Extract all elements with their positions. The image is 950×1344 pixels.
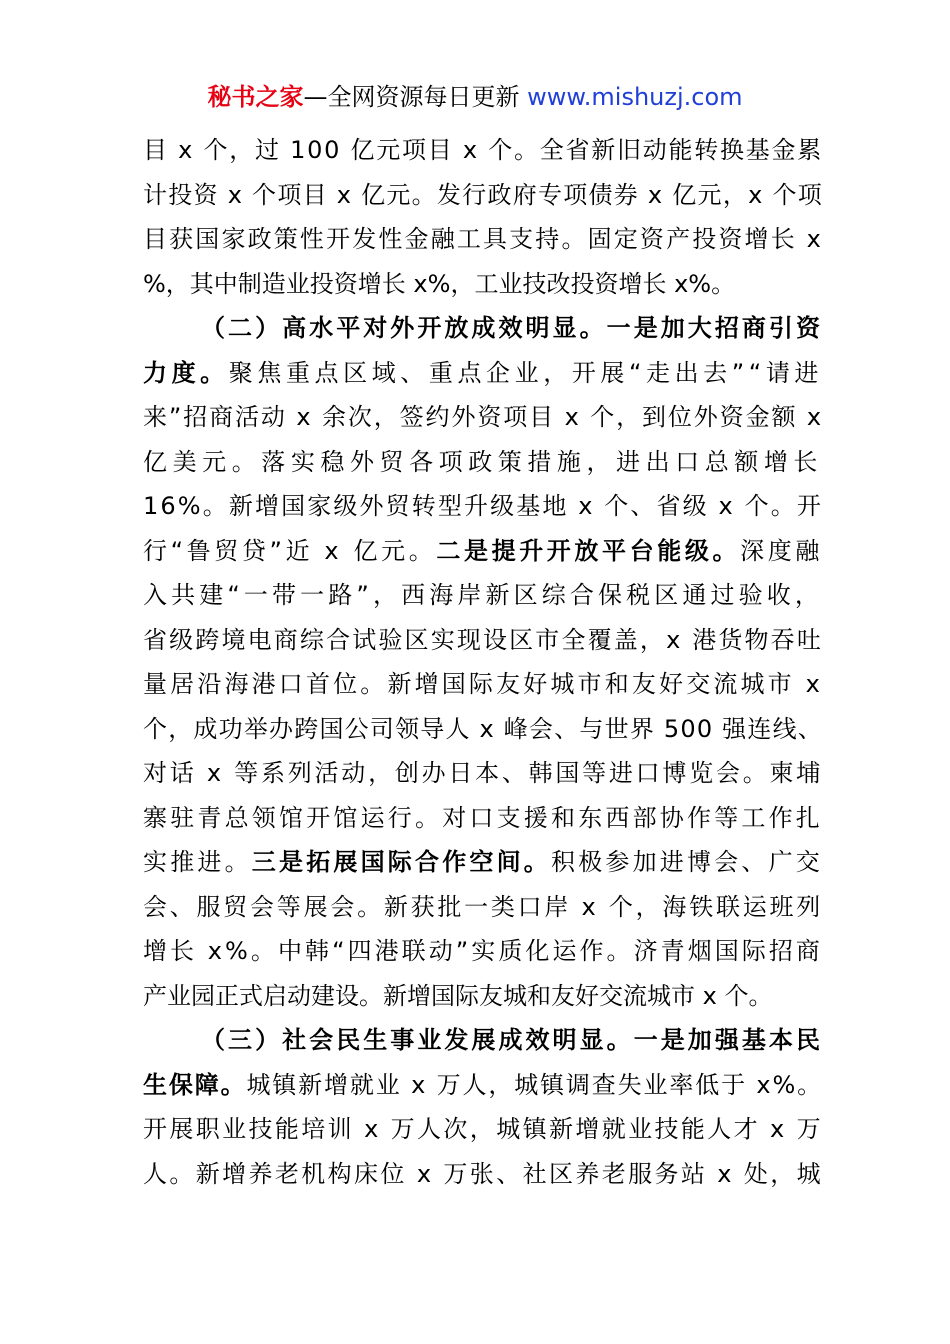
- bold-text-run: （三）社会民生事业发展成效明显。一是加强基本民: [201, 1026, 823, 1054]
- text-line: [143, 885, 823, 930]
- text-run: 增长 x%。中韩“四港联动”实质化运作。济青烟国际招商: [143, 937, 823, 965]
- site-header: [0, 82, 950, 112]
- text-line-content: [143, 759, 823, 787]
- text-line-content: [143, 715, 823, 743]
- text-run: %，其中制造业投资增长 x%，工业技改投资增长 x%。: [143, 269, 736, 298]
- text-line: [143, 1107, 823, 1152]
- text-line: [143, 529, 823, 574]
- bold-text-run: 力度。: [143, 358, 229, 387]
- text-line-content: [143, 136, 823, 164]
- text-run: 16%。新增国家级外贸转型升级基地 x 个、省级 x 个。开: [143, 492, 823, 520]
- bold-text-run: 三是拓展国际合作空间。: [251, 848, 551, 876]
- text-line: [143, 662, 823, 707]
- text-line: [143, 351, 823, 396]
- text-run: 对话 x 等系列活动，创办日本、韩国等进口博览会。柬埔: [143, 759, 823, 787]
- text-run: 行“鲁贸贷”近 x 亿元。: [143, 536, 437, 565]
- text-line-content: [143, 537, 823, 565]
- text-line-content: [143, 581, 823, 609]
- text-line: [143, 217, 823, 262]
- text-line-content: [143, 270, 735, 298]
- text-run: 开展职业技能培训 x 万人次，城镇新增就业技能人才 x 万: [143, 1115, 823, 1143]
- text-run: 来”招商活动 x 余次，签约外资项目 x 个，到位外资金额 x: [143, 403, 823, 431]
- text-run: 实推进。: [143, 848, 252, 876]
- text-line: [143, 796, 823, 841]
- text-line: [143, 974, 823, 1019]
- site-brand: 秘书之家: [207, 83, 304, 111]
- text-line: [143, 484, 823, 529]
- document-body: [143, 128, 823, 1196]
- bold-text-run: （二）高水平对外开放成效明显。一是加大招商引资: [201, 314, 823, 342]
- text-line: [143, 128, 823, 173]
- text-run: 人。新增养老机构床位 x 万张、社区养老服务站 x 处，城: [143, 1159, 823, 1188]
- text-run: 产业园正式启动建设。新增国际友城和友好交流城市 x 个。: [143, 981, 773, 1010]
- text-line: [143, 440, 823, 485]
- text-run: 寨驻青总领馆开馆运行。对口支援和东西部协作等工作扎: [143, 803, 823, 832]
- text-run: 目 x 个，过 100 亿元项目 x 个。全省新旧动能转换基金累: [143, 136, 823, 164]
- text-line-content: [143, 448, 823, 476]
- text-run: 量居沿海港口首位。新增国际友好城市和友好交流城市 x: [143, 670, 823, 698]
- text-run: 计投资 x 个项目 x 亿元。发行政府专项债券 x 亿元，x 个项: [143, 180, 823, 209]
- text-line-content: [143, 937, 823, 965]
- text-run: 入共建“一带一路”，西海岸新区综合保税区通过验收，: [143, 581, 823, 609]
- text-line-content: [201, 314, 823, 342]
- text-line-content: [143, 1071, 823, 1099]
- text-run: 聚焦重点区域、重点企业，开展“走出去”“请进: [228, 358, 823, 387]
- text-line: [143, 1152, 823, 1197]
- site-url-link[interactable]: www.mishuzj.com: [527, 83, 743, 111]
- text-line: [143, 1018, 823, 1063]
- text-line-content: [143, 670, 823, 698]
- text-line: [143, 173, 823, 218]
- text-line: [143, 929, 823, 974]
- text-line-content: [143, 1160, 823, 1188]
- text-line: [143, 395, 823, 440]
- text-line: [143, 751, 823, 796]
- text-line-content: [143, 359, 823, 387]
- text-line: [143, 262, 823, 307]
- text-run: 个，成功举办跨国公司领导人 x 峰会、与世界 500 强连线、: [143, 714, 823, 743]
- bold-text-run: 二是提升开放平台能级。: [436, 536, 741, 565]
- text-run: 省级跨境电商综合试验区实现设区市全覆盖，x 港货物吞吐: [143, 625, 823, 654]
- bold-text-run: 生保障。: [143, 1070, 247, 1099]
- text-line-content: [143, 982, 772, 1010]
- text-run: 城镇新增就业 x 万人，城镇调查失业率低于 x%。: [246, 1070, 823, 1099]
- text-run: 会、服贸会等展会。新获批一类口岸 x 个，海铁联运班列: [143, 892, 823, 921]
- text-run: 目获国家政策性开发性金融工具支持。固定资产投资增长 x: [143, 225, 823, 253]
- text-line: [143, 306, 823, 351]
- text-line-content: [143, 403, 823, 431]
- text-line: [143, 1063, 823, 1108]
- text-line: [143, 618, 823, 663]
- text-line: [143, 573, 823, 618]
- text-run: 深度融: [740, 536, 823, 565]
- text-line-content: [201, 1026, 823, 1054]
- text-line-content: [143, 626, 823, 654]
- text-line-content: [143, 181, 823, 209]
- text-line-content: [143, 804, 823, 832]
- text-line: [143, 840, 823, 885]
- text-line-content: [143, 848, 823, 876]
- text-line: [143, 707, 823, 752]
- text-line-content: [143, 1115, 823, 1143]
- text-line-content: [143, 893, 823, 921]
- text-line-content: [143, 492, 823, 520]
- text-line-content: [143, 225, 823, 253]
- text-run: 亿美元。落实稳外贸各项政策措施，进出口总额增长: [143, 447, 823, 476]
- site-slogan: —全网资源每日更新: [303, 83, 528, 111]
- text-run: 积极参加进博会、广交: [551, 848, 823, 876]
